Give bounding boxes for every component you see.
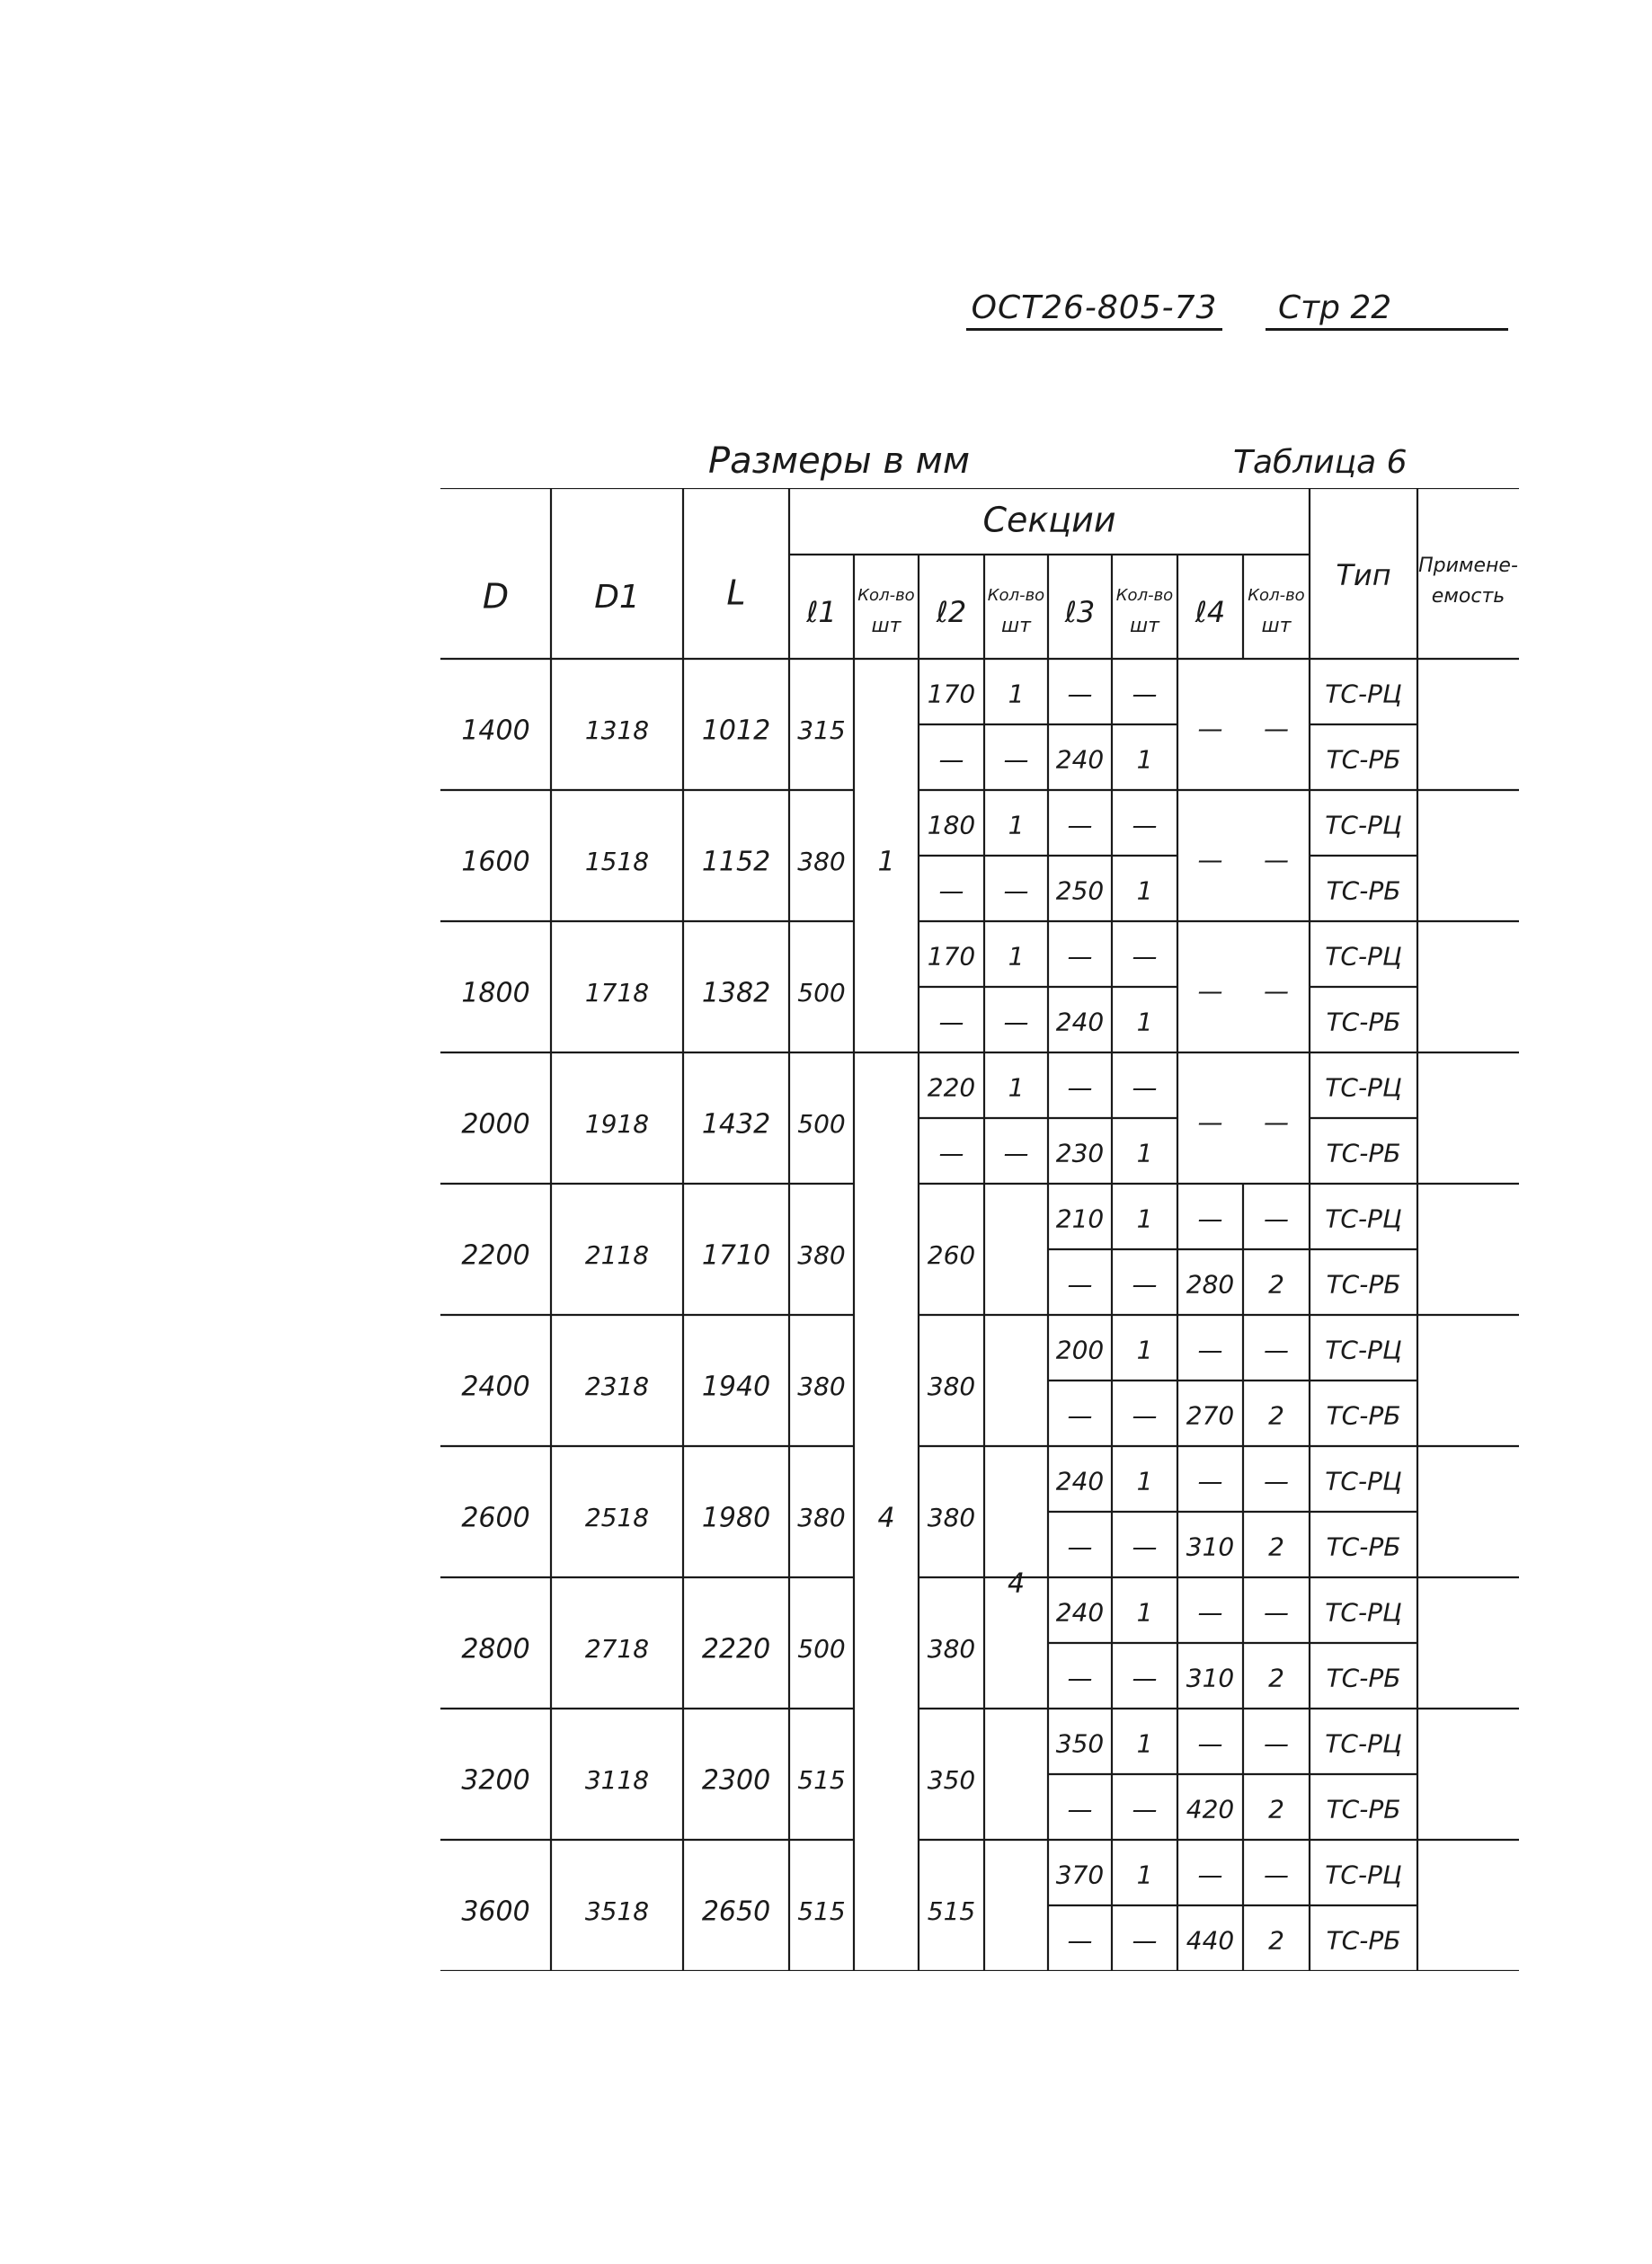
header-l2: ℓ2: [936, 595, 967, 629]
header-qty-label: Кол-во: [1248, 586, 1305, 605]
cell-l2: 380: [927, 1372, 976, 1401]
cell-type: ТС-РЦ: [1325, 941, 1402, 972]
header-qty-unit: шт: [871, 615, 901, 637]
cell-d1: 2718: [584, 1634, 650, 1664]
cell-qty4: 2: [1268, 1400, 1284, 1431]
cell-l: 1710: [701, 1239, 771, 1272]
cell-d: 1400: [461, 715, 530, 747]
cell-type: ТС-РБ: [1326, 1400, 1401, 1431]
cell-qty3: —: [1132, 941, 1158, 972]
cell-l3: —: [1067, 1663, 1093, 1693]
header-l4: ℓ4: [1195, 595, 1226, 629]
cell-qty2: —: [1003, 1138, 1029, 1168]
cell-l3: —: [1067, 1269, 1093, 1300]
cell-l2: —: [938, 1138, 964, 1168]
cell-l1: 500: [797, 1634, 846, 1664]
cell-l3: —: [1067, 810, 1093, 840]
cell-l2: 350: [927, 1765, 976, 1795]
cell-qty3: —: [1132, 1925, 1158, 1956]
cell-l4: 280: [1186, 1269, 1235, 1300]
cell-d1: 3118: [584, 1765, 650, 1795]
cell-d: 2000: [461, 1108, 530, 1141]
dimensions-table: [440, 488, 1519, 1975]
cell-l: 1152: [701, 846, 771, 878]
cell-l: 2650: [701, 1896, 771, 1928]
cell-d1: 1718: [584, 978, 650, 1008]
cell-l3: 240: [1055, 744, 1105, 775]
header-qty-label: Кол-во: [987, 586, 1045, 605]
document-code: ОСТ26-805-73: [966, 289, 1222, 331]
header-qty-unit: шт: [1261, 615, 1292, 637]
cell-d: 2400: [461, 1371, 530, 1403]
cell-qty3: 1: [1136, 744, 1153, 775]
cell-l2: 220: [927, 1072, 976, 1103]
cell-l4: —: [1197, 1335, 1223, 1365]
table-title: Таблица 6: [1233, 444, 1408, 481]
cell-type: ТС-РБ: [1326, 744, 1401, 775]
cell-qty4: 2: [1268, 1925, 1284, 1956]
cell-l: 2300: [701, 1764, 771, 1797]
cell-l2: —: [938, 875, 964, 906]
cell-type: ТС-РБ: [1326, 1138, 1401, 1168]
header-qty-label: Кол-во: [857, 586, 915, 605]
cell-l4: —: [1197, 1597, 1223, 1628]
cell-qty4: 2: [1268, 1663, 1284, 1693]
cell-l3: 230: [1055, 1138, 1105, 1168]
cell-d1: 2518: [584, 1503, 650, 1532]
cell-l4: 310: [1186, 1663, 1235, 1693]
header-applicability: Примене-: [1418, 555, 1518, 577]
cell-d: 1800: [461, 977, 530, 1009]
cell-l3: —: [1067, 1072, 1093, 1103]
header-sections: Секции: [982, 500, 1116, 540]
cell-qty3: 1: [1136, 1007, 1153, 1037]
cell-type: ТС-РБ: [1326, 875, 1401, 906]
cell-type: ТС-РЦ: [1325, 1203, 1402, 1234]
cell-l4: —: [1197, 1107, 1223, 1137]
cell-qty4: —: [1264, 1335, 1289, 1365]
cell-l4: 420: [1186, 1794, 1235, 1825]
cell-qty3: —: [1132, 1072, 1158, 1103]
cell-d: 2600: [461, 1502, 530, 1534]
cell-l1: 515: [797, 1896, 846, 1926]
cell-l4: 310: [1186, 1532, 1235, 1562]
cell-l1: 315: [797, 715, 846, 745]
cell-l1: 500: [797, 1109, 846, 1139]
cell-l3: 370: [1055, 1860, 1105, 1890]
cell-qty3: 1: [1136, 1597, 1153, 1628]
cell-d: 3200: [461, 1764, 530, 1797]
cell-d: 2800: [461, 1633, 530, 1665]
cell-l: 1940: [701, 1371, 771, 1403]
cell-l1: 380: [797, 1240, 846, 1270]
cell-l4: —: [1197, 1466, 1223, 1496]
cell-l: 1012: [701, 715, 771, 747]
units-caption: Размеры в мм: [708, 440, 971, 482]
cell-l4: —: [1197, 976, 1223, 1006]
cell-d: 3600: [461, 1896, 530, 1928]
cell-l1: 380: [797, 847, 846, 876]
header-qty-unit: шт: [1130, 615, 1159, 637]
cell-qty4: 2: [1268, 1269, 1284, 1300]
cell-l2: 515: [927, 1896, 976, 1926]
cell-l: 2220: [701, 1633, 771, 1665]
cell-qty3: 1: [1136, 875, 1153, 906]
cell-l3: —: [1067, 1794, 1093, 1825]
header-l3: ℓ3: [1064, 595, 1096, 629]
cell-qty2: 1: [1008, 1072, 1025, 1103]
cell-qty1-merged: 1: [877, 846, 895, 878]
cell-l2: 170: [927, 941, 976, 972]
cell-qty4: —: [1264, 976, 1289, 1006]
cell-type: ТС-РЦ: [1325, 1597, 1402, 1628]
cell-l3: 250: [1055, 875, 1105, 906]
cell-type: ТС-РЦ: [1325, 1728, 1402, 1759]
cell-l4: —: [1197, 714, 1223, 743]
cell-qty3: —: [1132, 679, 1158, 709]
page-number: Стр 22: [1266, 289, 1508, 331]
cell-l3: 350: [1055, 1728, 1105, 1759]
cell-d1: 2118: [584, 1240, 650, 1270]
cell-l4: 440: [1186, 1925, 1235, 1956]
cell-type: ТС-РЦ: [1325, 1860, 1402, 1890]
cell-type: ТС-РБ: [1326, 1269, 1401, 1300]
cell-d: 1600: [461, 846, 530, 878]
header-d: D: [482, 576, 510, 617]
header-qty-label: Кол-во: [1115, 586, 1174, 605]
cell-d1: 1318: [584, 715, 650, 745]
cell-l1: 500: [797, 978, 846, 1008]
cell-l3: 200: [1055, 1335, 1105, 1365]
cell-qty1-merged: 4: [877, 1502, 895, 1534]
cell-l2: 260: [927, 1240, 976, 1270]
cell-qty2: 1: [1008, 810, 1025, 840]
cell-l3: 240: [1055, 1597, 1105, 1628]
cell-l3: 210: [1055, 1203, 1105, 1234]
cell-qty2: 1: [1008, 941, 1025, 972]
cell-l2: —: [938, 1007, 964, 1037]
cell-type: ТС-РБ: [1326, 1663, 1401, 1693]
cell-qty3: 1: [1136, 1138, 1153, 1168]
cell-qty3: 1: [1136, 1203, 1153, 1234]
cell-type: ТС-РБ: [1326, 1532, 1401, 1562]
cell-qty3: —: [1132, 1532, 1158, 1562]
cell-d1: 1918: [584, 1109, 650, 1139]
cell-qty2: —: [1003, 1007, 1029, 1037]
cell-type: ТС-РЦ: [1325, 1072, 1402, 1103]
header-type: Тип: [1336, 558, 1391, 592]
cell-qty3: 1: [1136, 1335, 1153, 1365]
cell-l3: 240: [1055, 1007, 1105, 1037]
cell-l4: —: [1197, 845, 1223, 875]
cell-qty4: —: [1264, 714, 1289, 743]
cell-l3: —: [1067, 1925, 1093, 1956]
header-d1: D1: [594, 579, 640, 616]
cell-qty4: —: [1264, 1728, 1289, 1759]
cell-l1: 515: [797, 1765, 846, 1795]
cell-qty4: 2: [1268, 1794, 1284, 1825]
header-qty-unit: шт: [1001, 615, 1031, 637]
cell-l2: 180: [927, 810, 976, 840]
cell-type: ТС-РБ: [1326, 1925, 1401, 1956]
cell-qty2: 1: [1008, 679, 1025, 709]
cell-l2: 170: [927, 679, 976, 709]
cell-l4: —: [1197, 1203, 1223, 1234]
cell-qty4: —: [1264, 1466, 1289, 1496]
cell-qty2: —: [1003, 744, 1029, 775]
cell-l: 1382: [701, 977, 771, 1009]
cell-l: 1432: [701, 1108, 771, 1141]
cell-d1: 1518: [584, 847, 650, 876]
cell-qty3: —: [1132, 810, 1158, 840]
cell-l3: —: [1067, 1400, 1093, 1431]
cell-qty3: 1: [1136, 1860, 1153, 1890]
cell-l4: —: [1197, 1860, 1223, 1890]
cell-l3: —: [1067, 941, 1093, 972]
cell-d: 2200: [461, 1239, 530, 1272]
cell-type: ТС-РЦ: [1325, 679, 1402, 709]
cell-qty3: 1: [1136, 1728, 1153, 1759]
cell-qty4: —: [1264, 845, 1289, 875]
cell-qty3: 1: [1136, 1466, 1153, 1496]
cell-type: ТС-РЦ: [1325, 1335, 1402, 1365]
cell-type: ТС-РЦ: [1325, 1466, 1402, 1496]
header-applicability: емость: [1431, 585, 1505, 608]
header-l1: ℓ1: [806, 595, 837, 629]
cell-l3: —: [1067, 679, 1093, 709]
cell-qty4: 2: [1268, 1532, 1284, 1562]
cell-qty3: —: [1132, 1663, 1158, 1693]
header-l: L: [726, 573, 746, 613]
cell-qty3: —: [1132, 1794, 1158, 1825]
cell-type: ТС-РБ: [1326, 1007, 1401, 1037]
cell-qty2-merged: 4: [1007, 1567, 1026, 1600]
cell-qty2: —: [1003, 875, 1029, 906]
cell-type: ТС-РБ: [1326, 1794, 1401, 1825]
cell-qty3: —: [1132, 1400, 1158, 1431]
cell-d1: 3518: [584, 1896, 650, 1926]
cell-l4: —: [1197, 1728, 1223, 1759]
cell-l2: 380: [927, 1503, 976, 1532]
cell-qty4: —: [1264, 1597, 1289, 1628]
cell-type: ТС-РЦ: [1325, 810, 1402, 840]
cell-l3: —: [1067, 1532, 1093, 1562]
cell-l1: 380: [797, 1503, 846, 1532]
cell-l2: 380: [927, 1634, 976, 1664]
cell-qty4: —: [1264, 1860, 1289, 1890]
cell-l1: 380: [797, 1372, 846, 1401]
cell-d1: 2318: [584, 1372, 650, 1401]
cell-qty3: —: [1132, 1269, 1158, 1300]
cell-l3: 240: [1055, 1466, 1105, 1496]
cell-l2: —: [938, 744, 964, 775]
cell-l4: 270: [1186, 1400, 1235, 1431]
cell-l: 1980: [701, 1502, 771, 1534]
cell-qty4: —: [1264, 1107, 1289, 1137]
cell-qty4: —: [1264, 1203, 1289, 1234]
